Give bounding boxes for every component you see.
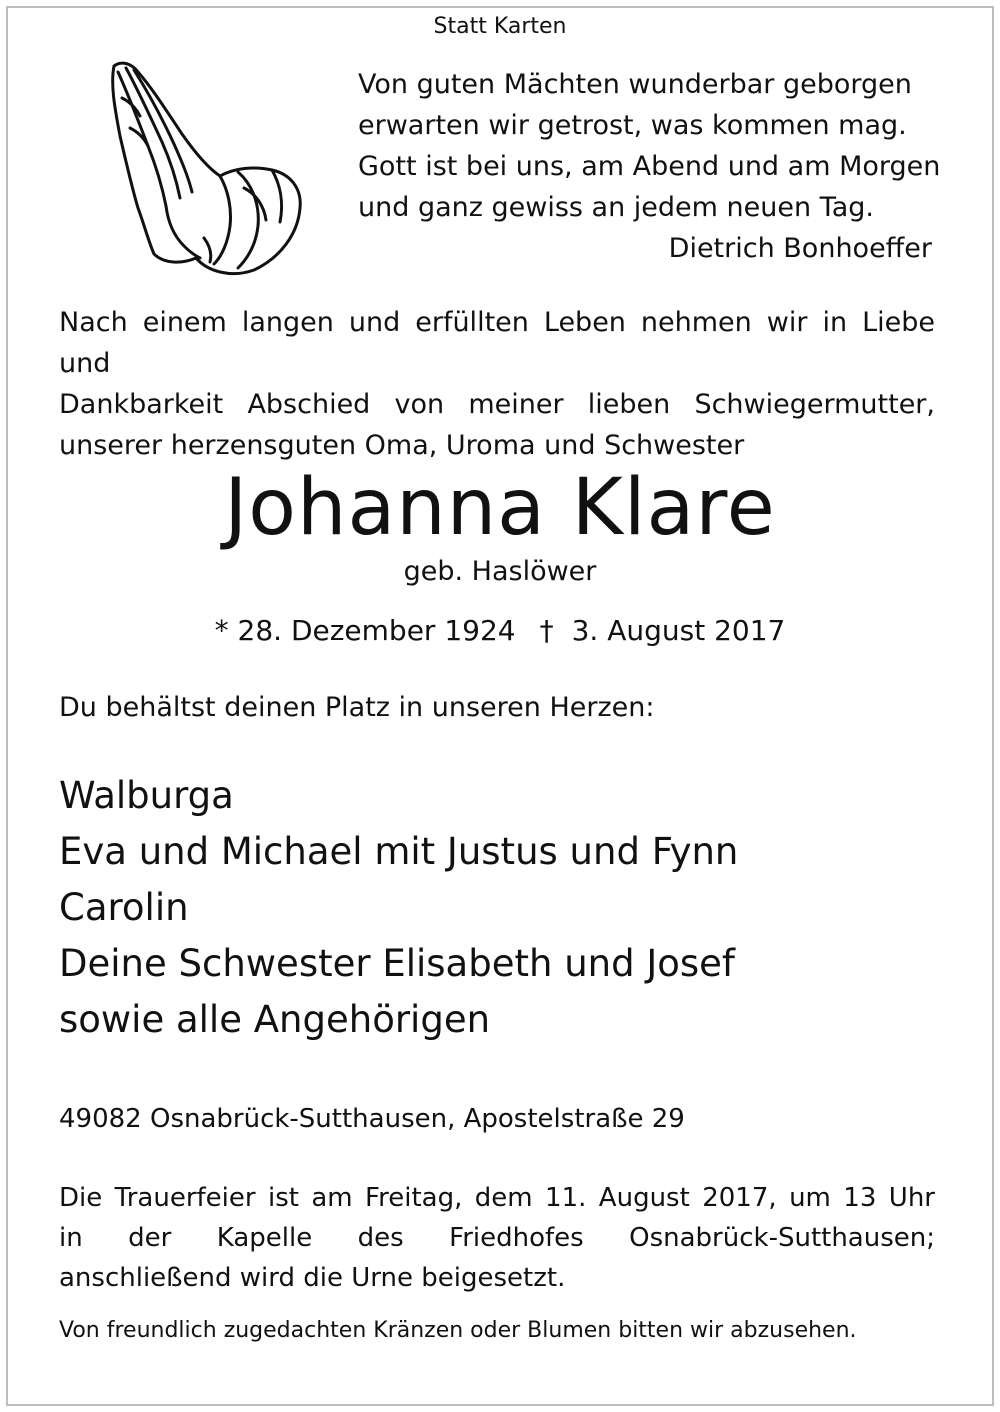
poem-line: erwarten wir getrost, was kommen mag. (358, 110, 907, 141)
intro-line: unserer herzensguten Oma, Uroma und Schwester (59, 430, 745, 461)
poem-author: Dietrich Bonhoeffer (668, 233, 932, 264)
flowers-note: Von freundlich zugedachten Kränzen oder Blumen bitten wir abzusehen. (59, 1318, 857, 1343)
mourner-item: Deine Schwester Elisabeth und Josef (59, 942, 735, 985)
mourner-item: sowie alle Angehörigen (59, 998, 491, 1041)
ceremony-line: in der Kapelle des Friedhofes Osnabrück-Sutthausen; (59, 1223, 935, 1253)
mourner-item: Eva und Michael mit Justus und Fynn (59, 830, 739, 873)
header-statt-karten: Statt Karten (433, 14, 567, 39)
ceremony-line: Die Trauerfeier ist am Freitag, dem 11. August 2017, um 13 Uhr (59, 1183, 935, 1213)
poem-line: Gott ist bei uns, am Abend und am Morgen (358, 151, 941, 182)
intro-paragraph (59, 302, 935, 466)
deceased-name: Johanna Klare (224, 463, 776, 553)
birth-name: geb. Haslöwer (403, 556, 597, 587)
praying-hands-icon (104, 58, 308, 276)
poem-line: Von guten Mächten wunderbar geborgen (358, 69, 912, 100)
heart-line: Du behältst deinen Platz in unseren Herzen: (59, 692, 655, 723)
poem-quote (358, 64, 941, 269)
life-dates (0, 614, 1000, 647)
mourner-item: Walburga (59, 774, 234, 817)
poem-line: und ganz gewiss an jedem neuen Tag. (358, 192, 874, 223)
death-cross-icon: † (539, 614, 554, 647)
ceremony-line: anschließend wird die Urne beigesetzt. (59, 1263, 566, 1293)
death-date: 3. August 2017 (571, 614, 786, 647)
mourner-item: Carolin (59, 886, 189, 929)
intro-line: Nach einem langen und erfüllten Leben nehmen wir in Liebe und (59, 307, 935, 379)
mourners-list (59, 768, 738, 1048)
intro-line: Dankbarkeit Abschied von meiner lieben Schwiegermutter, (59, 389, 935, 420)
birth-date: * 28. Dezember 1924 (214, 614, 516, 647)
ceremony-paragraph (59, 1178, 935, 1298)
address: 49082 Osnabrück-Sutthausen, Apostelstraße 29 (59, 1104, 685, 1134)
